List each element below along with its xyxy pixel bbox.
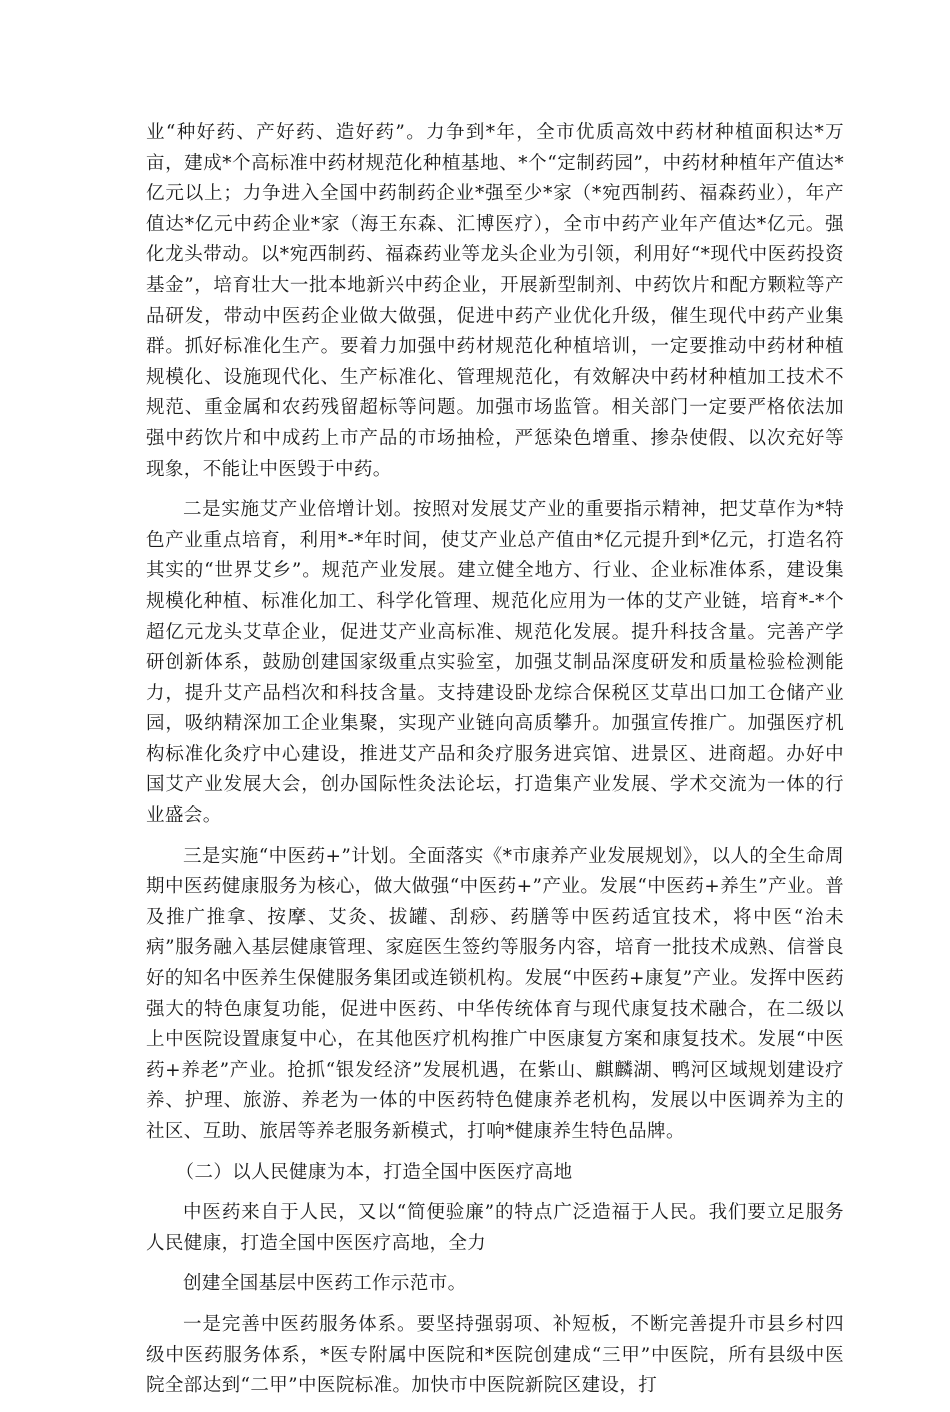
paragraph-3: 三是实施“中医药+”计划。全面落实《*市康养产业发展规划》，以人的全生命周期中医药健康服务为核心，做大做强“中医药+”产业。发展“中医药+养生”产业。普及推广推拿、按摩、艾灸、拔罐、刮痧、药膳等中医药适宜技术，将中医“治未病”服务融入基层健康管理、家庭医生签约等服务内容，培育一批技术成熟、信誉良好的知名中医养生保健服务集团或连锁机构。发展“中医药+康复”产业。发挥中医药强大的特色康复功能，促进中医药、中华传统体育与现代康复技术融合，在二级以上中医院设置康复中心，在其他医疗机构推广中医康复方案和康复技术。发展“中医药+养老”产业。抢抓“银发经济”发展机遇，在紫山、麒麟湖、鸭河区域规划建设疗养、护理、旅游、养老为一体的中医药特色健康养老机构，发展以中医调养为主的社区、互助、旅居等养老服务新模式，打响*健康养生特色品牌。 <box>146 845 844 1142</box>
paragraph-1: 业“种好药、产好药、造好药”。力争到*年，全市优质高效中药材种植面积达*万亩，建成*个高标准中药材规范化种植基地、*个“定制药园”，中药材种植年产值达*亿元以上；力争进入全国中药制药企业*强至少*家（*宛西制药、福森药业），年产值达*亿元中药企业*家（海王东森、汇博医疗），全市中药产业年产值达*亿元。强化龙头带动。以*宛西制药、福森药业等龙头企业为引领，利用好“*现代中医药投资基金”，培育壮大一批本地新兴中药企业，开展新型制剂、中药饮片和配方颗粒等产品研发，带动中医药企业做大做强，促进中药产业优化升级，催生现代中药产业集群。抓好标准化生产。要着力加强中药材规范化种植培训，一定要推动中药材种植规模化、设施现代化、生产标准化、管理规范化，有效解决中药材种植加工技术不规范、重金属和农药残留超标等问题。加强市场监管。相关部门一定要严格依法加强中药饮片和中成药上市产品的市场抽检，严惩染色增重、掺杂使假、以次充好等现象，不能让中医毁于中药。 <box>146 122 844 480</box>
document-body <box>146 118 844 1412</box>
paragraph-6: 一是完善中医药服务体系。要坚持强弱项、补短板，不断完善提升市县乡村四级中医药服务体系，*医专附属中医院和*医院创建成“三甲”中医院，所有县级中医院全部达到“二甲”中医院标准。加快市中医院新院区建设，打 <box>146 1313 844 1397</box>
section-heading: （二）以人民健康为本，打造全国中医医疗高地 <box>175 1161 573 1183</box>
paragraph-2: 二是实施艾产业倍增计划。按照对发展艾产业的重要指示精神，把艾草作为*特色产业重点培育，利用*-*年时间，使艾产业总产值由*亿元提升到*亿元，打造名符其实的“世界艾乡”。规范产业发展。建立健全地方、行业、企业标准体系，建设集规模化种植、标准化加工、科学化管理、规范化应用为一体的艾产业链，培育*-*个超亿元龙头艾草企业，促进艾产业高标准、规范化发展。提升科技含量。完善产学研创新体系，鼓励创建国家级重点实验室，加强艾制品深度研发和质量检验检测能力，提升艾产品档次和科技含量。支持建设卧龙综合保税区艾草出口加工仓储产业园，吸纳精深加工企业集聚，实现产业链向高质攀升。加强宣传推广。加强医疗机构标准化灸疗中心建设，推进艾产品和灸疗服务进宾馆、进景区、进商超。办好中国艾产业发展大会，创办国际性灸法论坛，打造集产业发展、学术交流为一体的行业盛会。 <box>146 499 844 827</box>
paragraph-5: 创建全国基层中医药工作示范市。 <box>183 1273 467 1295</box>
paragraph-4: 中医药来自于人民，又以“简便验廉”的特点广泛造福于人民。我们要立足服务人民健康，打造全国中医医疗高地，全力 <box>146 1202 844 1254</box>
